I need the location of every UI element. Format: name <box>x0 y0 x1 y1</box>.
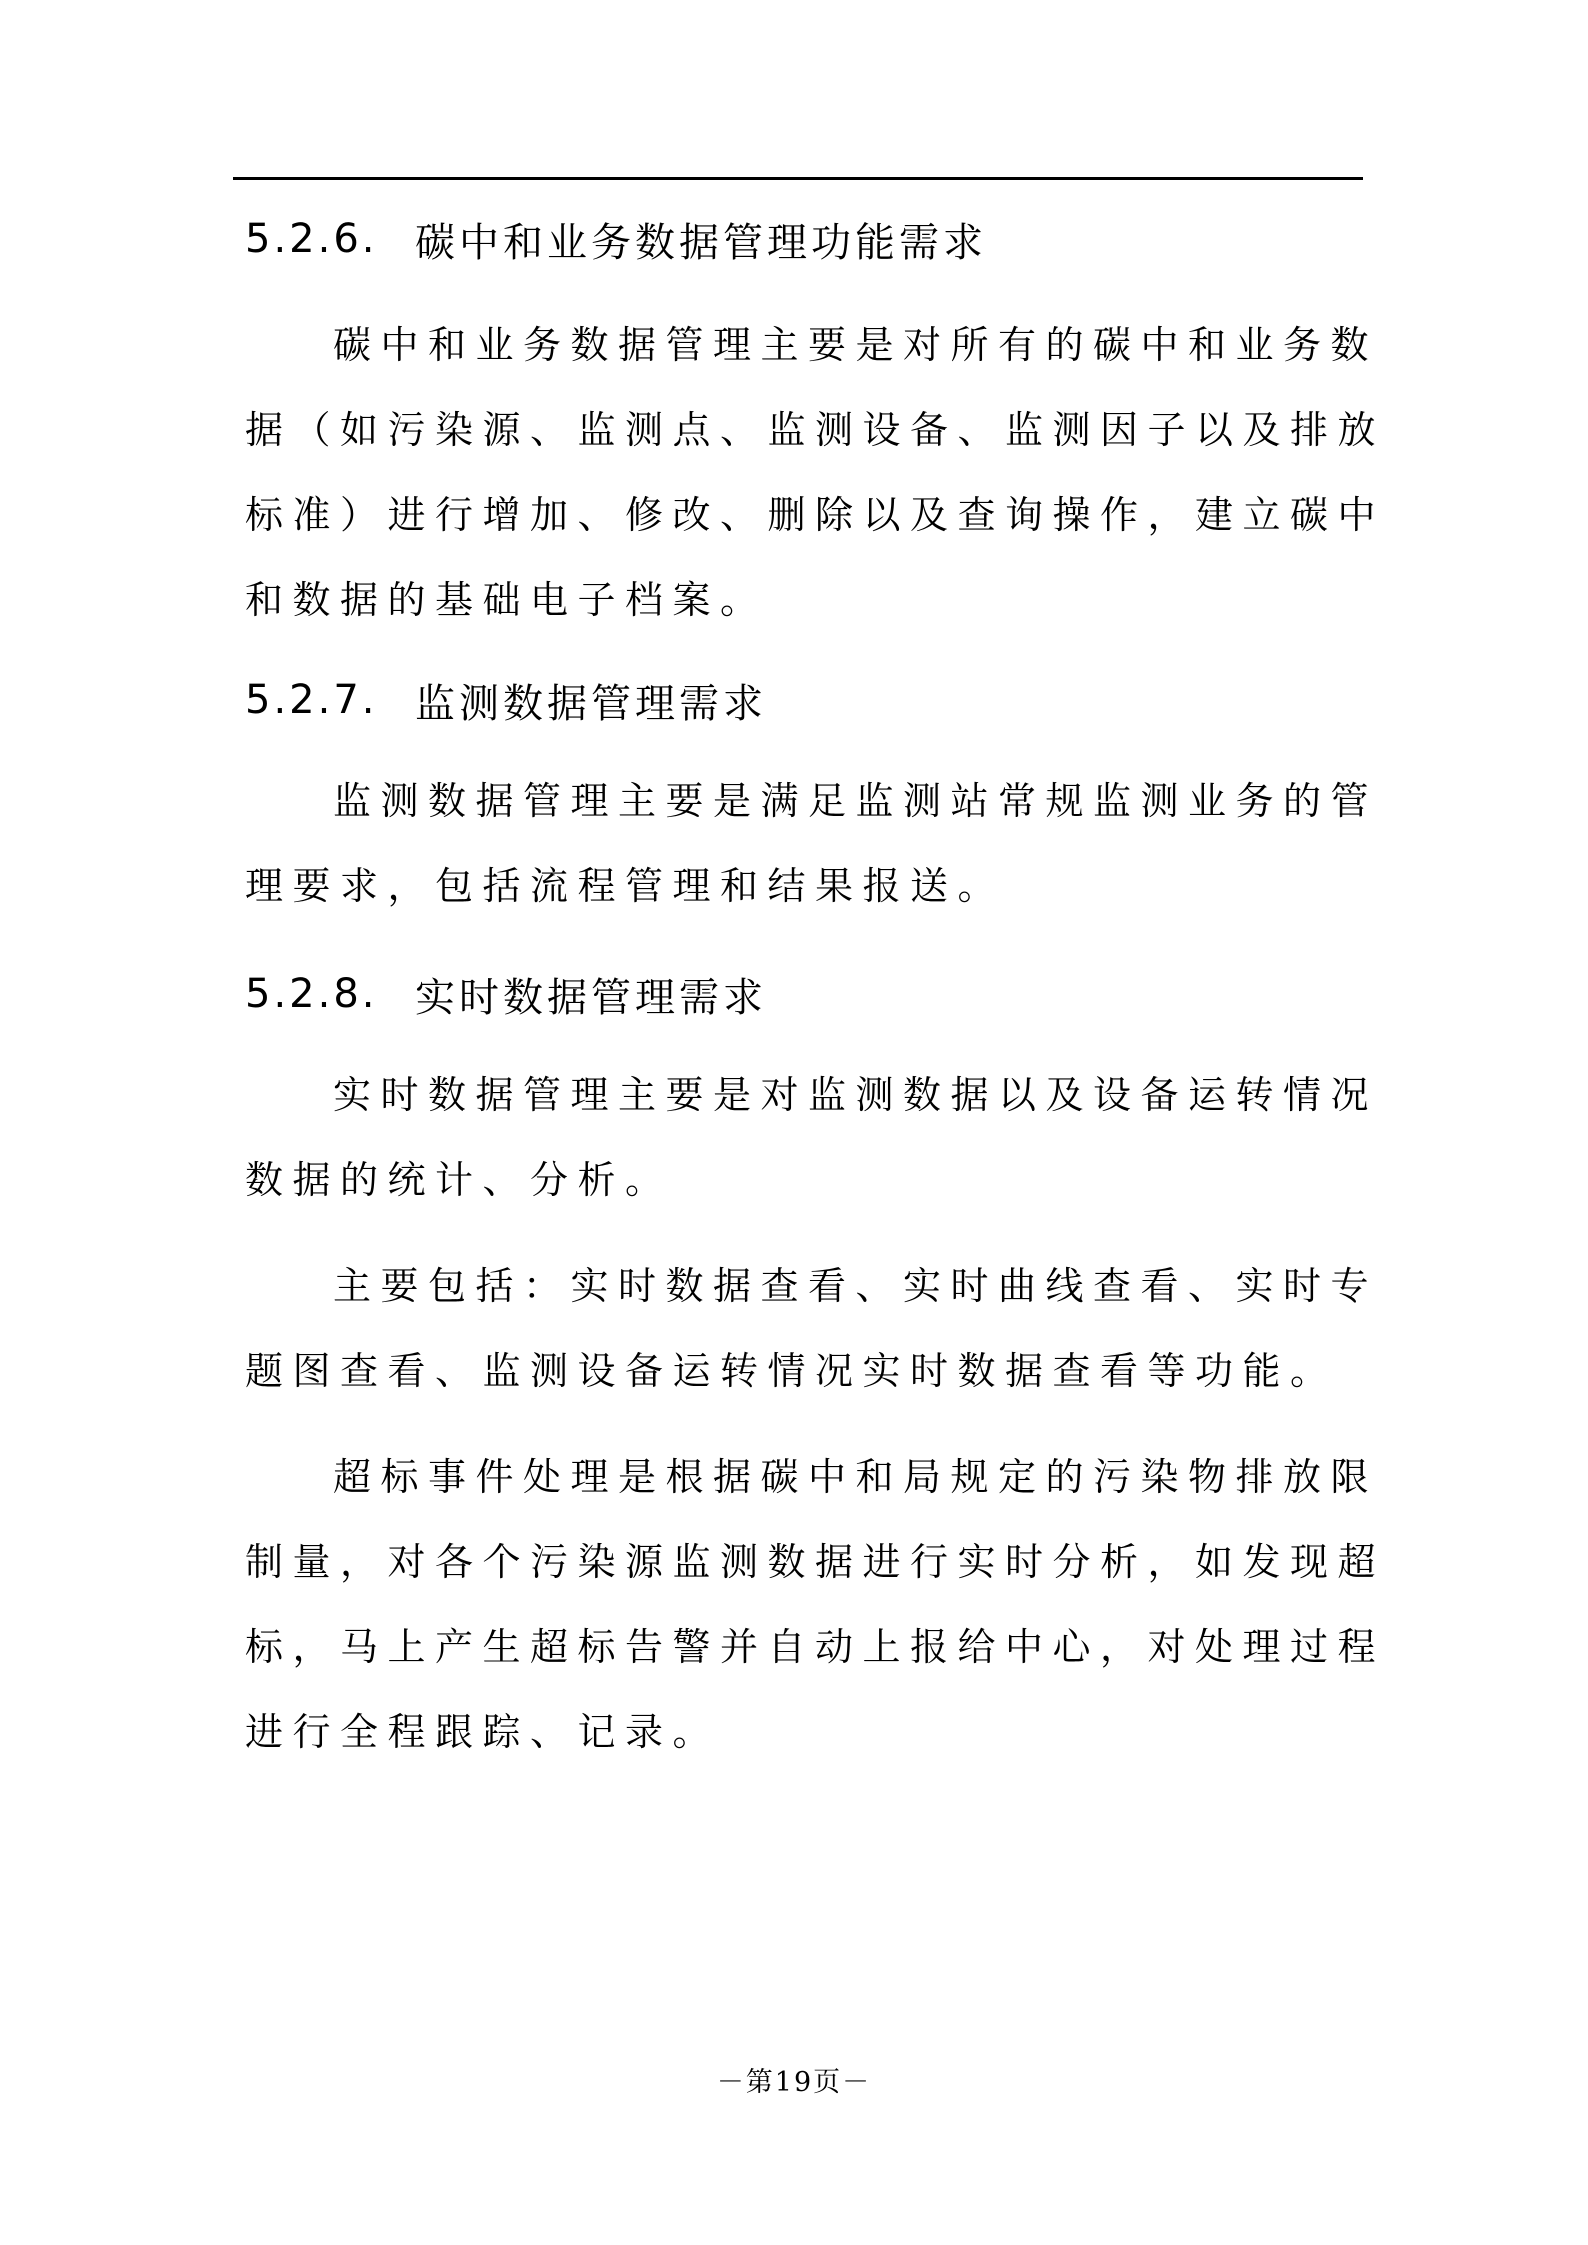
section-title: 实时数据管理需求 <box>415 974 767 1021</box>
section-paragraph: 主要包括：实时数据查看、实时曲线查看、实时专题图查看、监测设备运转情况实时数据查看等功能。 <box>245 1264 1379 1393</box>
section-paragraph: 碳中和业务数据管理主要是对所有的碳中和业务数据（如污染源、监测点、监测设备、监测因子以及排放标准）进行增加、修改、删除以及查询操作，建立碳中和数据的基础电子档案。 <box>245 323 1386 622</box>
section-number: 5.2.6. <box>245 216 378 262</box>
section-paragraph: 超标事件处理是根据碳中和局规定的污染物排放限制量，对各个污染源监测数据进行实时分析，如发现超标，马上产生超标告警并自动上报给中心，对处理过程进行全程跟踪、记录。 <box>245 1455 1386 1754</box>
section-number: 5.2.7. <box>245 677 378 723</box>
page-number: －第19页－ <box>716 2067 872 2098</box>
section-heading-5-2-7 <box>245 673 767 727</box>
section-paragraph: 实时数据管理主要是对监测数据以及设备运转情况数据的统计、分析。 <box>245 1073 1379 1202</box>
section-paragraph: 监测数据管理主要是满足监测站常规监测业务的管理要求，包括流程管理和结果报送。 <box>245 779 1379 908</box>
section-title: 碳中和业务数据管理功能需求 <box>415 219 987 266</box>
section-heading-5-2-6 <box>245 212 987 266</box>
section-title: 监测数据管理需求 <box>415 680 767 727</box>
section-number: 5.2.8. <box>245 971 378 1017</box>
header-rule <box>233 177 1363 180</box>
section-heading-5-2-8 <box>245 967 767 1021</box>
